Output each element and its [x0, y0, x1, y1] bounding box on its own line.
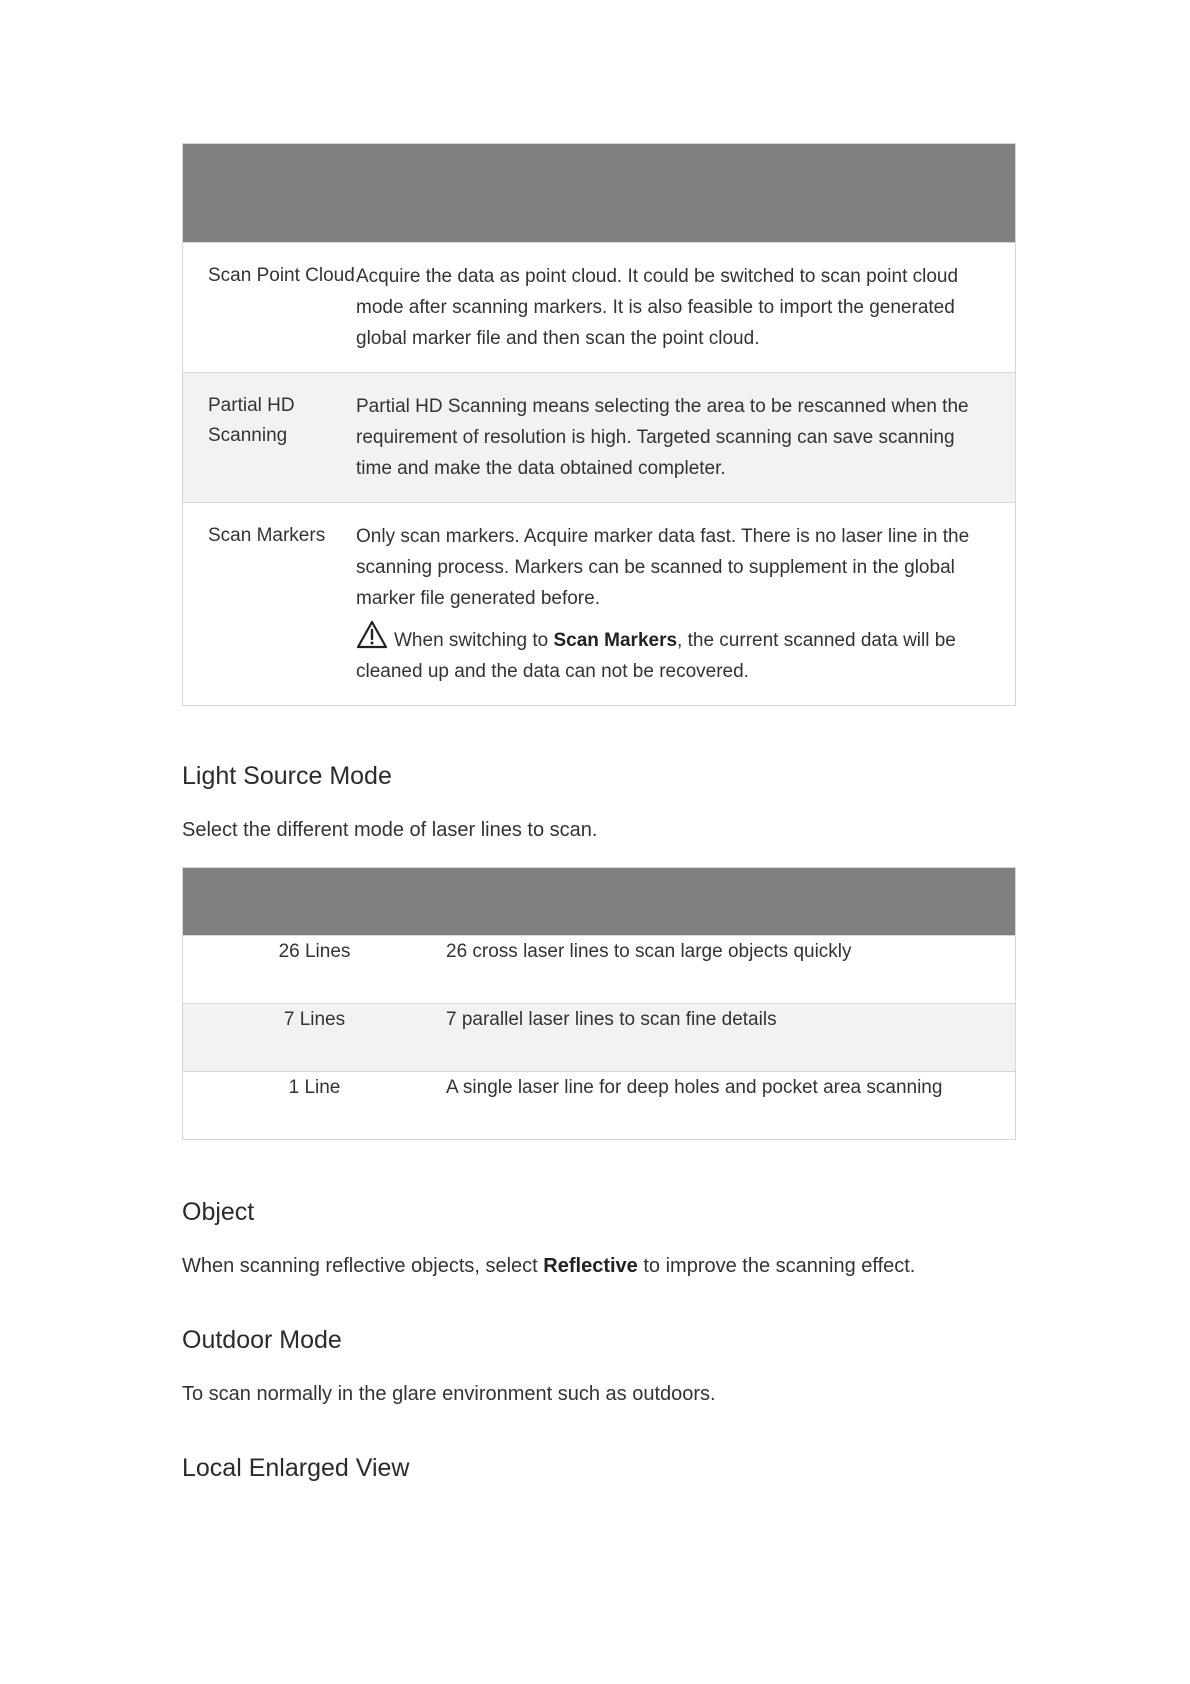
table-row	[183, 503, 1016, 706]
table-row	[183, 936, 1016, 1004]
light-source-heading: Light Source Mode	[182, 762, 392, 790]
scan-mode-table	[182, 143, 1016, 706]
laser-mode-description: A single laser line for deep holes and pocket area scanning	[446, 1072, 1016, 1140]
laser-mode-name: 26 Lines	[183, 936, 447, 1004]
table-row	[183, 1004, 1016, 1072]
warning-note	[356, 620, 985, 687]
object-text-bold: Reflective	[543, 1255, 638, 1277]
scan-mode-description: Partial HD Scanning means selecting the area to be rescanned when the requirement of resolution is high. Targeted scanning can save scanning time and make the data obtained completer.	[356, 373, 1016, 503]
table-header-cell	[183, 144, 357, 243]
object-heading: Object	[182, 1198, 255, 1226]
table-header-row	[183, 144, 1016, 243]
scan-mode-name: Partial HD Scanning	[183, 373, 357, 503]
light-source-table	[182, 867, 1016, 1140]
table-row	[183, 373, 1016, 503]
table-header-cell	[356, 144, 1016, 243]
laser-mode-description: 26 cross laser lines to scan large objects quickly	[446, 936, 1016, 1004]
local-enlarged-heading: Local Enlarged View	[182, 1454, 410, 1482]
object-text-prefix: When scanning reflective objects, select	[182, 1255, 544, 1277]
object-text-suffix: to improve the scanning effect.	[637, 1255, 916, 1277]
document-page	[182, 143, 1016, 1483]
warning-text-bold: Scan Markers	[553, 630, 678, 651]
laser-mode-name: 1 Line	[183, 1072, 447, 1140]
warning-text-prefix: When switching to	[394, 630, 554, 651]
outdoor-heading: Outdoor Mode	[182, 1326, 342, 1354]
table-header-cell	[446, 868, 1016, 936]
warning-text-suffix: , the current scanned data will be cleaned up and the data can not be recovered.	[356, 630, 956, 682]
scan-mode-description-cell	[356, 503, 1016, 706]
table-row	[183, 1072, 1016, 1140]
object-text	[182, 1252, 1016, 1280]
scan-mode-name: Scan Point Cloud	[183, 243, 357, 373]
scan-mode-description: Acquire the data as point cloud. It could be switched to scan point cloud mode after scanning markers. It is also feasible to import the generated global marker file and then scan the point cloud.	[356, 243, 1016, 373]
laser-mode-description: 7 parallel laser lines to scan fine details	[446, 1004, 1016, 1072]
warning-triangle-icon	[356, 620, 388, 650]
table-row	[183, 243, 1016, 373]
light-source-intro: Select the different mode of laser lines to scan.	[182, 819, 598, 841]
table-header-cell	[183, 868, 447, 936]
laser-mode-name: 7 Lines	[183, 1004, 447, 1072]
scan-mode-description: Only scan markers. Acquire marker data fast. There is no laser line in the scanning process. Markers can be scanned to supplement in the global marker file generated before.	[356, 526, 970, 609]
scan-mode-name: Scan Markers	[183, 503, 357, 706]
table-header-row	[183, 868, 1016, 936]
outdoor-text: To scan normally in the glare environment such as outdoors.	[182, 1383, 716, 1405]
